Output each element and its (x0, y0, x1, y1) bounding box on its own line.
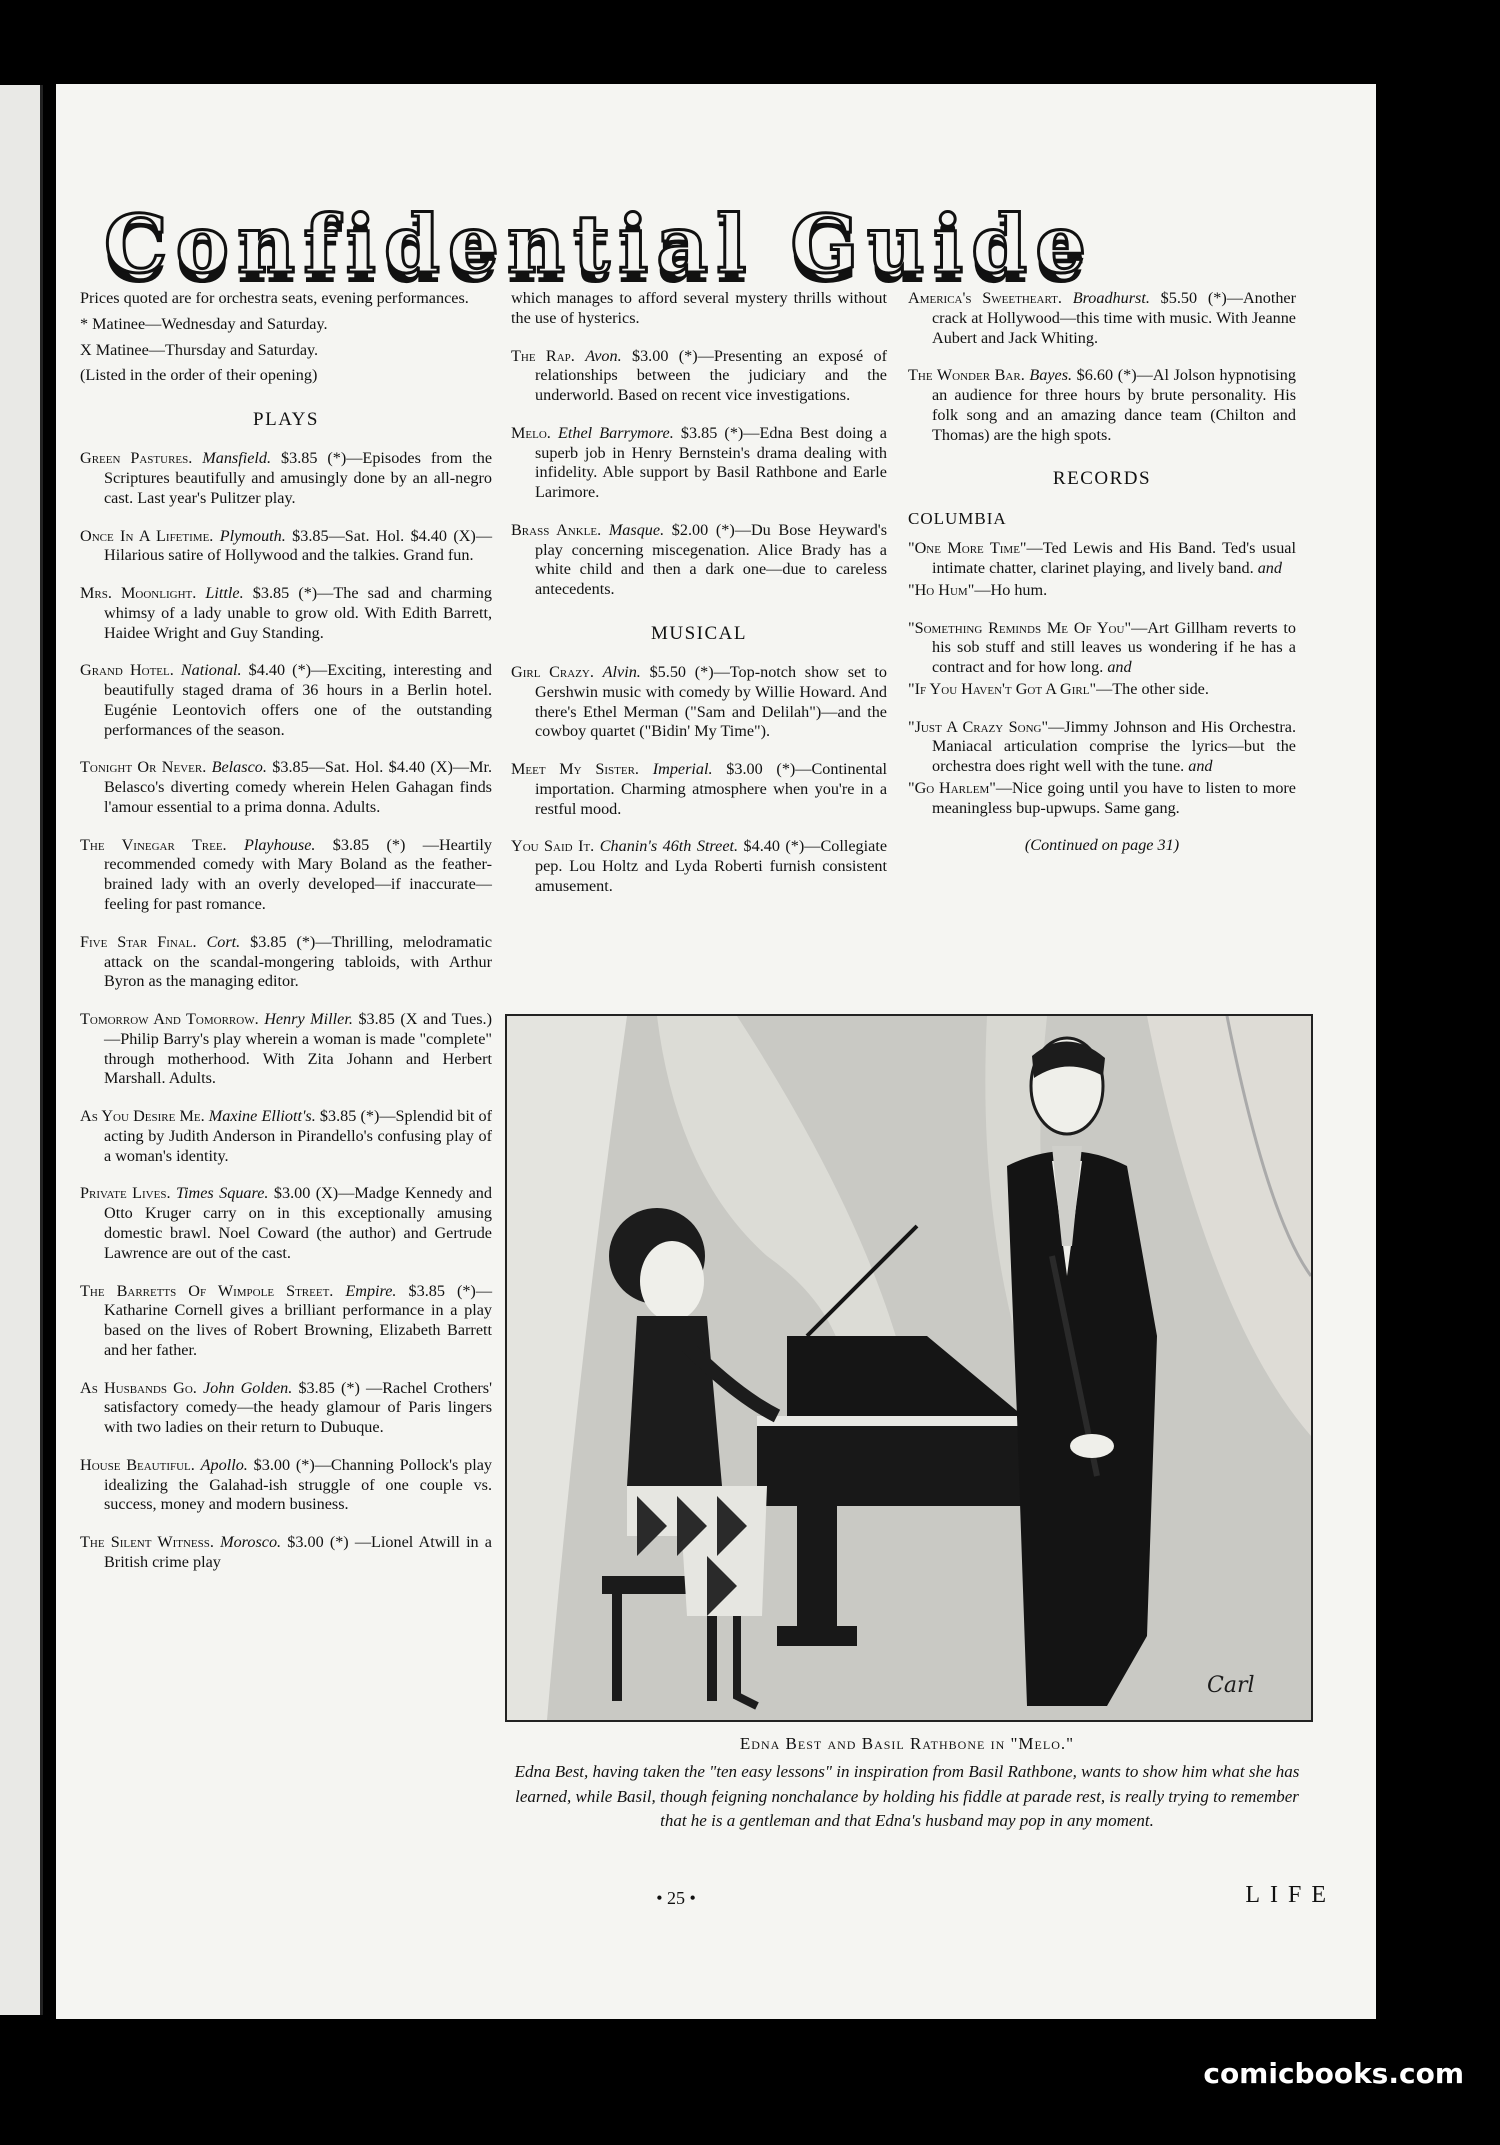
continued-note: (Continued on page 31) (1024, 836, 1180, 855)
listing-name: Private Lives. (80, 1184, 171, 1203)
listing-text: $4.40 (*)—Collegiate pep. Lou Holtz and Lyda Roberti furnish consistent amusement. (535, 837, 888, 896)
listing-name: Brass Ankle. (511, 520, 602, 539)
listing-entry (908, 366, 1296, 445)
listing-name: Grand Hotel. (80, 661, 174, 680)
listing-entry (511, 837, 887, 896)
section-heading-records: RECORDS (1052, 468, 1152, 490)
listing-name: Girl Crazy. (511, 663, 594, 682)
section-heading-plays: PLAYS (253, 409, 319, 431)
listing-name: Mrs. Moonlight. (80, 584, 197, 603)
listing-text: $3.85 (*) —Heartily recommended comedy with Mary Boland as the feather-brained lady with an overly developed—if inaccurate—feeling for past romance. (104, 835, 492, 914)
record-text: —Ted Lewis and His Band. Ted's usual intimate chatter, clarinet playing, and lively band. (932, 539, 1296, 578)
listing-venue: Avon. (585, 346, 622, 365)
listing-entry (511, 347, 887, 406)
record-text: —Ho hum. (974, 580, 1048, 599)
listing-venue: Plymouth. (219, 526, 286, 545)
intro-notes (80, 289, 492, 386)
record-entry (908, 581, 1296, 601)
listing-name: Tomorrow And Tomorrow. (80, 1010, 259, 1029)
listing-entry (80, 1533, 492, 1573)
listing-entry (80, 1282, 492, 1361)
magazine-name: LIFE (1245, 1882, 1336, 1908)
listing-venue: Maxine Elliott's. (208, 1107, 316, 1126)
record-text: —The other side. (1096, 679, 1209, 698)
column-1 (80, 289, 492, 1591)
record-entry (908, 680, 1296, 700)
listing-name: You Said It. (511, 837, 595, 856)
listing-text: $3.85 (*)—Thrilling, melodramatic attack on the scandal-mongering tabloids, with Arthur Byron as the managing editor. (104, 932, 493, 991)
listing-text: $3.85 (*)—Katharine Cornell gives a brilliant performance in a play based on the lives of Robert Browning, Elizabeth Barrett and her father. (104, 1281, 493, 1359)
listing-name: The Silent Witness. (80, 1533, 214, 1552)
listing-text: $3.00 (*)—Presenting an exposé of relationships between the judiciary and the underworld. Based on recent vice investigations. (535, 346, 887, 405)
listing-venue: Cort. (206, 932, 241, 951)
listing-entry (80, 584, 492, 643)
intro-line: Prices quoted are for orchestra seats, evening performances. (80, 289, 469, 307)
listing-venue: Ethel Barrymore. (557, 423, 674, 442)
listing-venue: Alvin. (602, 663, 641, 682)
source-watermark: comicbooks.com (1203, 2057, 1464, 2090)
listing-venue: Morosco. (220, 1533, 282, 1552)
listing-name: The Barretts Of Wimpole Street. (80, 1281, 334, 1300)
listing-entry (80, 1456, 492, 1515)
record-title: "If You Haven't Got A Girl" (908, 679, 1097, 698)
listing-text: $3.85—Sat. Hol. $4.40 (X)—Mr. Belasco's diverting comedy wherein Helen Gahagan finds l'amour essential to a prima donna. Adults. (104, 758, 493, 816)
listing-entry (80, 1184, 492, 1263)
illustration-caption-text: Edna Best, having taken the "ten easy lessons" in inspiration from Basil Rathbone, wants to show him what she has learned, while Basil, though feigning nonchalance by holding his fiddle at parade rest, is really trying to remember that he is a gentleman and that Edna's husband may pop in any moment. (514, 1762, 1300, 1831)
listing-venue: Little. (205, 584, 244, 603)
listing-name: Melo. (511, 423, 551, 442)
column-3 (908, 289, 1296, 874)
caricature-drawing (507, 1016, 1311, 1720)
listing-entry (80, 1107, 492, 1166)
record-and: and (1184, 757, 1213, 776)
listing-entry (80, 661, 492, 740)
listing-venue: Chanin's 46th Street. (599, 837, 739, 856)
listing-venue: Masque. (608, 520, 665, 539)
listing-name: As You Desire Me. (80, 1107, 205, 1126)
listing-venue: Henry Miller. (264, 1010, 353, 1029)
page-number: • 25 • (656, 1888, 696, 1908)
listing-text: $3.00 (*)—Continental importation. Charming atmosphere when you're in a restful mood. (535, 760, 888, 818)
listing-entry (80, 1010, 492, 1089)
record-entry (908, 539, 1296, 579)
listing-entry (80, 449, 492, 508)
page-title: Confidential Guide (104, 197, 1095, 291)
listing-text: $3.85 (*)—Edna Best doing a superb job in Henry Bernstein's drama dealing with infidelity. Able support by Basil Rathbone and Earle Larimore. (535, 423, 887, 502)
record-entry (908, 779, 1296, 819)
listing-entry (511, 521, 887, 600)
listing-entry (511, 760, 887, 819)
intro-line: X Matinee—Thursday and Saturday. (80, 340, 319, 359)
record-label-heading: COLUMBIA (908, 508, 1007, 528)
record-text: —Nice going until you have to listen to more meaningless bup-upwups. Same gang. (932, 778, 1296, 817)
listing-entry (80, 933, 492, 992)
listing-venue: John Golden. (202, 1378, 293, 1397)
listing-venue: Empire. (345, 1281, 397, 1300)
caricature-illustration (505, 1014, 1313, 1722)
listing-name: Once In A Lifetime. (80, 526, 214, 545)
listing-venue: Bayes. (1029, 366, 1073, 385)
listing-venue: Apollo. (200, 1455, 248, 1474)
listing-text: $6.60 (*)—Al Jolson hypnotising an audience for three hours by brute personality. His folk song and an amazing dance team (Chilton and Thomas) are the high spots. (932, 366, 1296, 444)
listing-entry (80, 1379, 492, 1438)
listing-venue: Imperial. (652, 760, 713, 779)
listing-text: $2.00 (*)—Du Bose Heyward's play concerning miscegenation. Alice Brady has a white child and then a dark one—due to careless antecedents. (535, 520, 887, 599)
listing-name: The Wonder Bar. (908, 366, 1025, 385)
listing-name: As Husbands Go. (80, 1378, 197, 1397)
listing-entry (908, 289, 1296, 348)
record-title: "One More Time" (908, 539, 1027, 558)
listing-name: America's Sweetheart. (908, 289, 1062, 307)
listing-entry (80, 836, 492, 915)
listing-text: $5.50 (*)—Another crack at Hollywood—this time with music. With Jeanne Aubert and Jack Whiting. (932, 289, 1296, 347)
listing-venue: Belasco. (211, 758, 267, 777)
listing-text: $5.50 (*)—Top-notch show set to Gershwin music with comedy by Willie Howard. And there's Ethel Merman ("Sam and Delilah")—and the cowboy quartet ("Bidin' My Time"). (535, 663, 887, 741)
listing-continuation: which manages to afford several mystery thrills without the use of hysterics. (511, 289, 887, 327)
listing-name: House Beautiful. (80, 1455, 195, 1474)
intro-line: (Listed in the order of their opening) (80, 366, 318, 385)
record-title: "Just A Crazy Song" (908, 717, 1049, 736)
listing-text: $3.85 (*) —Rachel Crothers' satisfactory comedy—the heady glamour of Paris lingers with two ladies on their return to Dubuque. (104, 1378, 493, 1437)
adjacent-page-edge (0, 85, 43, 2015)
record-text: —Art Gillham reverts to his sob stuff and still leaves us wondering if he has a contract and for how long. (932, 618, 1296, 677)
record-title: "Something Reminds Me Of You" (908, 618, 1132, 637)
listing-venue: Times Square. (175, 1184, 269, 1203)
intro-line: * Matinee—Wednesday and Saturday. (80, 314, 328, 333)
record-title: "Ho Hum" (908, 580, 975, 599)
record-and: and (1103, 658, 1132, 677)
listing-text: $3.85 (*)—The sad and charming whimsy of a lady unable to grow old. With Edith Barrett, Haidee Wright and Guy Standing. (104, 584, 492, 642)
listing-venue: Broadhurst. (1072, 289, 1150, 307)
record-title: "Go Harlem" (908, 778, 996, 797)
column-2 (511, 289, 887, 915)
listing-text: $3.85 (*)—Splendid bit of acting by Judith Anderson in Pirandello's confusing play of a woman's identity. (104, 1107, 492, 1165)
listing-name: The Vinegar Tree. (80, 835, 227, 854)
listing-text: $3.85 (*)—Episodes from the Scriptures beautifully and amusingly done by an all-negro cast. Last year's Pulitzer play. (104, 449, 493, 507)
record-entry (908, 718, 1296, 777)
listing-entry (80, 527, 492, 567)
listing-entry (511, 663, 887, 742)
listing-name: Five Star Final. (80, 932, 197, 951)
listing-name: Tonight Or Never. (80, 758, 207, 777)
listing-text: $3.00 (*) —Lionel Atwill in a British crime play (104, 1533, 492, 1571)
section-heading-musical: MUSICAL (650, 622, 747, 644)
listing-name: Meet My Sister. (511, 760, 639, 779)
record-entry (908, 619, 1296, 678)
listing-name: The Rap. (511, 346, 575, 365)
listing-text: $4.40 (*)—Exciting, interesting and beautifully staged drama of 36 hours in a Berlin hotel. Eugénie Leontovich offers one of the outstanding performances of the season. (104, 661, 492, 739)
record-text: —Jimmy Johnson and His Orchestra. Maniacal articulation comprise the lyrics—but the orchestra does right well with the tune. (932, 717, 1296, 776)
magazine-page (56, 84, 1376, 2019)
listing-text: $3.00 (*)—Channing Pollock's play idealizing the Galahad-ish struggle of one couple vs. success, money and modern business. (104, 1455, 493, 1514)
listing-venue: Mansfield. (202, 449, 272, 468)
illustration-caption-title: Edna Best and Basil Rathbone in "Melo." (739, 1734, 1075, 1753)
listing-entry (511, 424, 887, 503)
listing-text: $3.85 (X and Tues.)—Philip Barry's play wherein a woman is made "complete" through motherhood. With Zita Johann and Herbert Marshall. Adults. (104, 1010, 492, 1088)
record-and: and (1253, 559, 1282, 578)
artist-signature: Carl (1207, 1673, 1255, 1698)
listing-venue: Playhouse. (243, 835, 316, 854)
listing-venue: National. (180, 661, 242, 680)
listing-name: Green Pastures. (80, 449, 193, 468)
listing-text: $3.85—Sat. Hol. $4.40 (X)—Hilarious satire of Hollywood and the talkies. Grand fun. (104, 526, 493, 565)
listing-text: $3.00 (X)—Madge Kennedy and Otto Kruger carry on in this exceptionally amusing domestic brawl. Noel Coward (the author) and Gertrude Lawrence are out of the cast. (104, 1184, 492, 1262)
listing-entry (80, 758, 492, 817)
